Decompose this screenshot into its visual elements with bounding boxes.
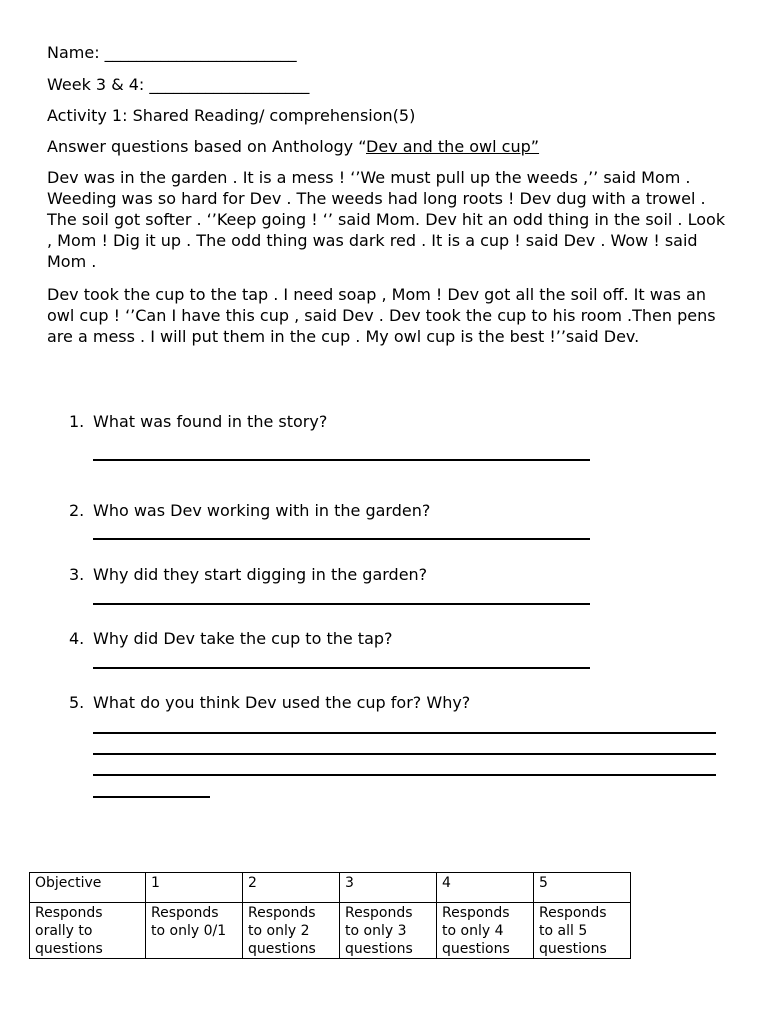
- rubric-cell: Responds to only 0/1: [146, 903, 243, 959]
- question-text: What do you think Dev used the cup for? Why?: [93, 693, 471, 712]
- instruction-line: [47, 136, 539, 157]
- answer-line-5c[interactable]: [93, 774, 716, 776]
- rubric-header-cell: 3: [340, 873, 437, 903]
- question-number: 5.: [69, 693, 85, 712]
- rubric-cell: Responds to all 5 questions: [534, 903, 631, 959]
- answer-line-1[interactable]: [93, 459, 590, 461]
- answer-line-2[interactable]: [93, 538, 590, 540]
- rubric-cell: Responds to only 4 questions: [437, 903, 534, 959]
- rubric-header-cell: 2: [243, 873, 340, 903]
- question-number: 3.: [69, 565, 85, 584]
- answer-line-5d[interactable]: [93, 796, 210, 798]
- question-2: [69, 500, 430, 521]
- rubric-header-cell: 5: [534, 873, 631, 903]
- question-3: [69, 564, 427, 585]
- rubric-criteria-row: [30, 903, 631, 959]
- activity-heading: Activity 1: Shared Reading/ comprehension(5): [47, 106, 416, 125]
- rubric-cell: Responds orally to questions: [30, 903, 146, 959]
- question-text: What was found in the story?: [93, 412, 328, 431]
- answer-line-5b[interactable]: [93, 753, 716, 755]
- rubric-header-cell: 4: [437, 873, 534, 903]
- rubric-header-cell: Objective: [30, 873, 146, 903]
- question-1: [69, 411, 327, 432]
- question-4: [69, 628, 393, 649]
- question-number: 4.: [69, 629, 85, 648]
- week-field-label: Week 3 & 4: ____________________: [47, 75, 310, 94]
- answer-line-3[interactable]: [93, 603, 590, 605]
- rubric-header-row: [30, 873, 631, 903]
- question-number: 1.: [69, 412, 85, 431]
- question-number: 2.: [69, 501, 85, 520]
- name-field-label: Name: ________________________: [47, 43, 297, 62]
- answer-line-4[interactable]: [93, 667, 590, 669]
- question-5: [69, 692, 470, 713]
- question-text: Why did they start digging in the garden?: [93, 565, 428, 584]
- question-text: Why did Dev take the cup to the tap?: [93, 629, 393, 648]
- anthology-title: Dev and the owl cup”: [366, 137, 540, 156]
- rubric-cell: Responds to only 2 questions: [243, 903, 340, 959]
- answer-line-5a[interactable]: [93, 732, 716, 734]
- instruction-prefix: Answer questions based on Anthology “: [47, 137, 366, 156]
- rubric-header-cell: 1: [146, 873, 243, 903]
- story-paragraph-1: Dev was in the garden . It is a mess ! ‘’We must pull up the weeds ,’’ said Mom . Weeding was so hard for Dev . The weeds had long roots ! Dev dug with a trowel . The soil got softer . ‘’Keep going ! ‘’ said Mom. Dev hit an odd thing in the soil . Look , Mom ! Dig it up . The odd thing was dark red . It is a cup ! said Dev . Wow ! said Mom .: [47, 168, 726, 271]
- story-paragraph-2: Dev took the cup to the tap . I need soap , Mom ! Dev got all the soil off. It was an owl cup ! ‘’Can I have this cup , said Dev . Dev took the cup to his room .Then pens are a mess . I will put them in the cup . My owl cup is the best !’’said Dev.: [47, 285, 716, 346]
- rubric-cell: Responds to only 3 questions: [340, 903, 437, 959]
- question-text: Who was Dev working with in the garden?: [93, 501, 431, 520]
- rubric-table: [29, 872, 631, 959]
